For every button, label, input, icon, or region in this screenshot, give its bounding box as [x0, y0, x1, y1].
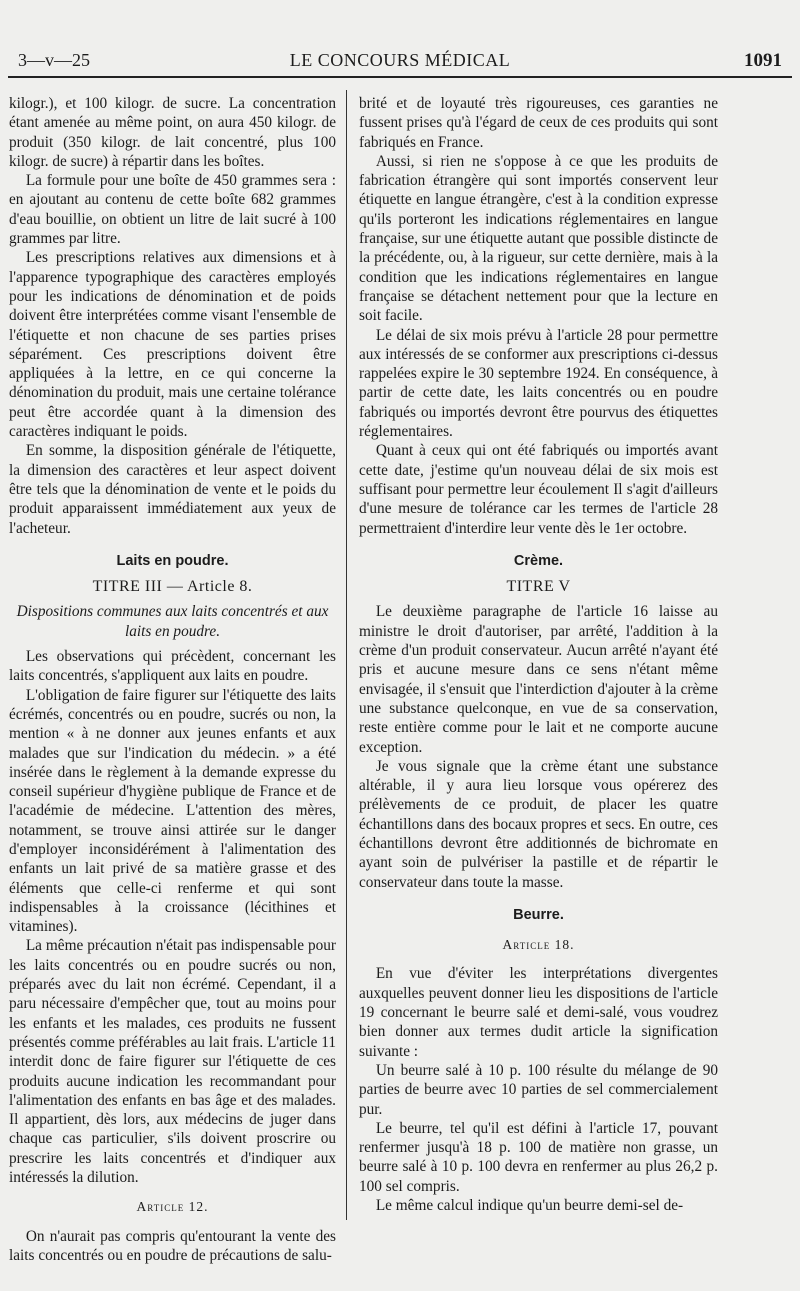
paragraph: Aussi, si rien ne s'oppose à ce que les produits de fabrication étrangère qui sont importés conservent leur étiquette en langue étrangère, c'est à la condition expresse qu'ils porteront les indications réglementaires en langue française, sur une étiquette autant que possible distincte de la précédente, ou, à la rigueur, sur cette dernière, mais à la condition que les indications réglementaires en langue française se détachent nettement pour que la lecture en soit facile.: [359, 152, 718, 325]
paragraph: Le beurre, tel qu'il est défini à l'article 17, pouvant renfermer jusqu'à 18 p. 100 de matière non grasse, un beurre salé à 10 p. 100 devra en renfermer au plus 26,2 p. 100 sel compris.: [359, 1119, 718, 1195]
page-number: 1091: [744, 50, 782, 71]
subheading: Dispositions communes aux laits concentrés et aux laits en poudre.: [16, 603, 329, 640]
paragraph: En somme, la disposition générale de l'étiquette, la dimension des caractères et leur aspect doivent être tels que la dénomination de vente et le poids du produit apparaissent immédiatement aux yeux de l'acheteur.: [9, 442, 336, 537]
section-heading: Crème.: [513, 552, 564, 569]
right-column: [359, 94, 718, 1215]
paragraph: La même précaution n'était pas indispensable pour les laits concentrés ou en poudre sucrés ou non, préparés avec du lait non écrémé. Cependant, il a paru nécessaire d'empêcher que, tout au moins pour les enfants et les malades, ces produits ne fussent présentés comme préférables au lait frais. L'article 11 interdit donc de faire figurer sur l'étiquette de ces produits aucune indication les recommandant pour l'alimentation des enfants en bas âge et des malades. Il appartient, dès lors, aux médecins de juger dans chaque cas particulier, s'ils doivent proscrire ou prescrire les laits concentrés et d'indiquer aux intéressés la dilution.: [9, 937, 336, 1187]
header-rule: [8, 76, 792, 78]
title-heading: TITRE III — Article 8.: [92, 578, 253, 596]
paragraph: On n'aurait pas compris qu'entourant la vente des laits concentrés ou en poudre de précautions de salu-: [9, 1227, 336, 1264]
column-divider: [346, 90, 347, 1220]
paragraph: Un beurre salé à 10 p. 100 résulte du mélange de 90 parties de beurre avec 10 parties de sel commercialement pur.: [359, 1061, 718, 1118]
header-date: 3—v—25: [18, 50, 90, 70]
paragraph: Les observations qui précèdent, concernant les laits concentrés, s'appliquent aux laits en poudre.: [9, 648, 336, 685]
article-heading: Article 12.: [136, 1199, 209, 1215]
paragraph: Le même calcul indique qu'un beurre demi-sel de-: [375, 1197, 684, 1215]
article-heading: Article 18.: [502, 937, 575, 953]
paragraph: Quant à ceux qui ont été fabriqués ou importés avant cette date, j'estime qu'un nouveau délai de six mois est suffisant pour permettre leur écoulement Il s'agit d'ailleurs d'une mesure de tolérance car les termes de l'article 28 permettraient d'interdire leur vente dès le 1er octobre.: [359, 442, 718, 537]
paragraph: Je vous signale que la crème étant une substance altérable, il y aura lieu lorsque vous opérerez des prélèvements de ce produit, de placer les quatre échantillons dans des bocaux propres et secs. En outre, ces échantillons devront être additionnés de bichromate en ayant soin de pulvériser la pastille et de répartir le conservateur dans toute la masse.: [359, 757, 718, 891]
page-header: [12, 46, 788, 76]
title-heading: TITRE V: [506, 578, 571, 596]
left-column: [9, 94, 336, 1265]
section-heading: Laits en poudre.: [116, 552, 229, 569]
paragraph: La formule pour une boîte de 450 grammes sera : en ajoutant au contenu de cette boîte 682 grammes d'eau bouillie, on obtient un litre de lait sucré à 100 grammes par litre.: [9, 172, 336, 248]
paragraph: Les prescriptions relatives aux dimensions et à l'apparence typographique des caractères employés pour les indications de dénomination et de poids doivent être interprétées comme visant l'ensemble de l'étiquette et non chacune de ses parties prises séparément. Ces prescriptions doivent être appliquées à la lettre, en ce qui concerne la dénomination du produit, mais une certaine tolérance peut être accordée quant à la dimension des caractères indiquant le poids.: [9, 249, 336, 441]
paragraph: En vue d'éviter les interprétations divergentes auxquelles peuvent donner lieu les dispositions de l'article 19 concernant le beurre salé et demi-salé, vous voudrez bien donner aux termes dudit article la signification suivante :: [359, 965, 718, 1060]
paragraph: kilogr.), et 100 kilogr. de sucre. La concentration étant amenée au même point, on aura 450 kilogr. de produit (350 kilogr. de lait concentré, plus 100 kilogr. de sucre) à répartir dans les boîtes.: [9, 95, 336, 170]
paragraph: Le délai de six mois prévu à l'article 28 pour permettre aux intéressés de se conformer aux prescriptions ci-dessus rappelées expire le 30 septembre 1924. En conséquence, à partir de cette date, les laits concentrés ou en poudre fabriqués ou importés devront être pourvus des étiquettes réglementaires.: [359, 326, 718, 441]
paragraph: brité et de loyauté très rigoureuses, ces garanties ne fussent prises qu'à l'égard de ceux de ces produits qui sont fabriqués en France.: [359, 95, 718, 151]
paragraph: L'obligation de faire figurer sur l'étiquette des laits écrémés, concentrés ou en poudre, sucrés ou non, la mention « à ne donner aux jeunes enfants et aux malades que sur l'indication du médecin. » a été insérée dans le règlement à la demande expresse du conseil supérieur d'hygiène publique de France et de l'académie de médecine. L'attention des mères, notamment, se trouve ainsi attirée sur le danger d'employer inconsidérément à l'alimentation des enfants un lait privé de sa matière grasse et des éléments que celle-ci renferme et qui sont indispensables à la croissance (lécithines et vitamines).: [9, 686, 336, 936]
paragraph: Le deuxième paragraphe de l'article 16 laisse au ministre le droit d'autoriser, par arrêté, l'addition à la crème d'un produit conservateur. Aucun arrêté n'ayant été pris et aucune mesure dans ce sens n'étant même envisagée, il s'ensuit que l'interdiction d'ajouter à la crème une substance quelconque, en vue de sa conservation, reste entière comme pour le lait et ne comporte aucune exception.: [359, 603, 718, 756]
journal-title: LE CONCOURS MÉDICAL: [289, 50, 511, 70]
section-heading: Beurre.: [513, 906, 564, 923]
